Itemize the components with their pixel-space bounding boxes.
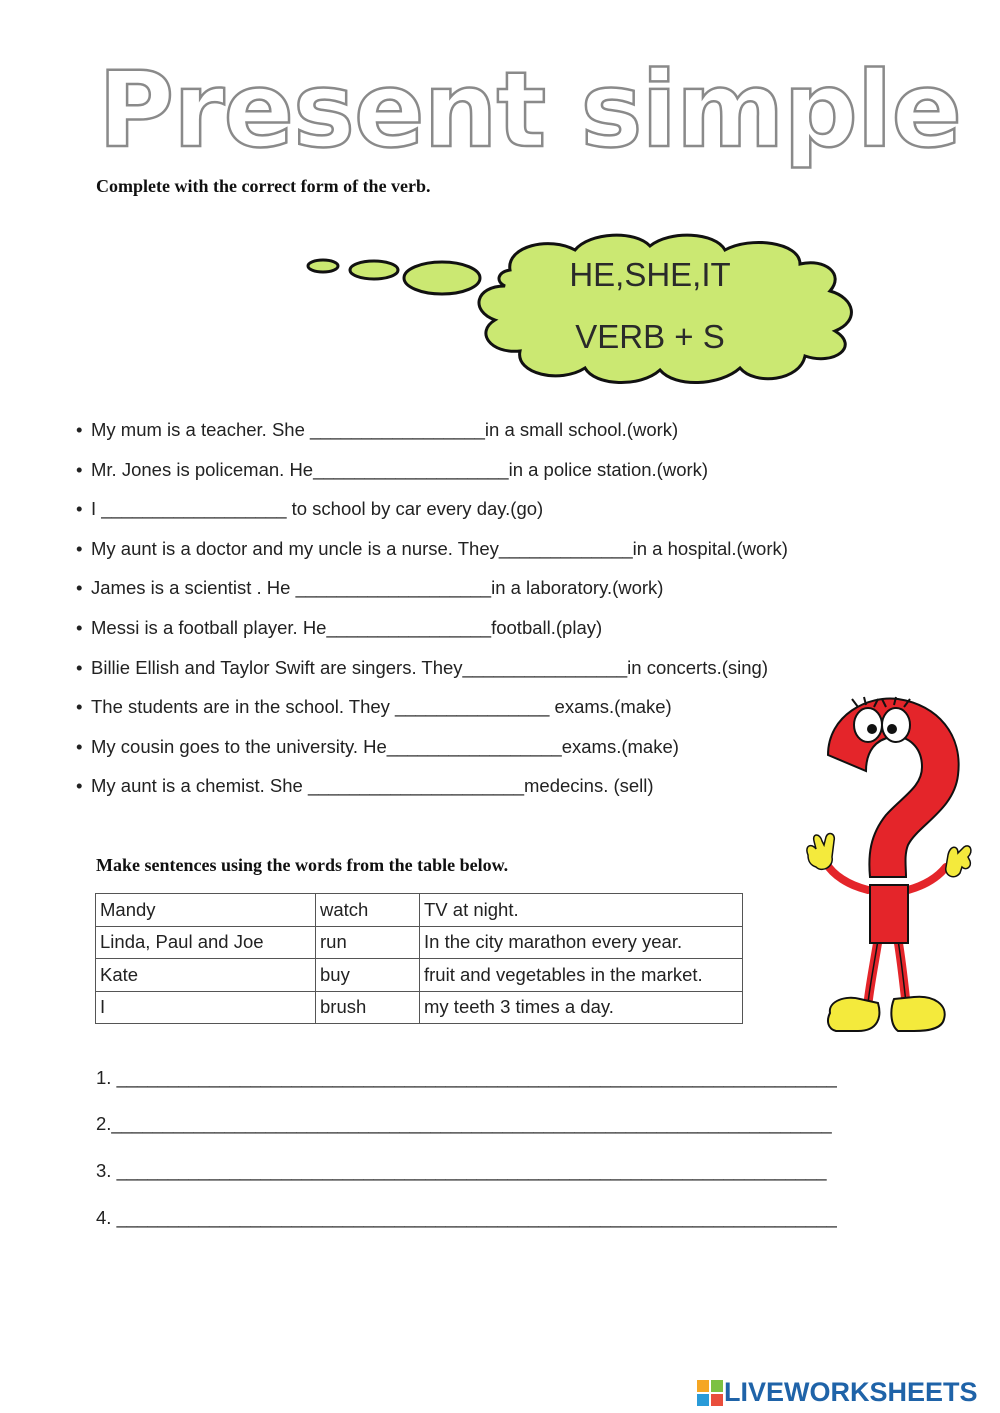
- bullet: •: [76, 775, 83, 797]
- bullet: •: [76, 656, 83, 678]
- exercise-item[interactable]: [76, 497, 788, 537]
- bullet: •: [76, 419, 83, 440]
- bullet: •: [76, 735, 83, 757]
- bullet: •: [76, 616, 83, 638]
- exercise-item[interactable]: [76, 695, 788, 735]
- question-mark-character-icon: [798, 695, 973, 1040]
- exercise-text: My cousin goes to the university. He_________________exams.(make): [91, 735, 679, 757]
- cloud-text-rule: VERB + S: [575, 318, 725, 355]
- answer-line-4[interactable]: 4. ______________________________________________________________________: [96, 1207, 837, 1228]
- table-row: [96, 991, 743, 1024]
- exercise-item[interactable]: [76, 656, 788, 696]
- answer-line-3[interactable]: 3. _____________________________________________________________________: [96, 1160, 827, 1181]
- table-cell-verb: buy: [316, 959, 420, 992]
- table-cell-complement: my teeth 3 times a day.: [420, 991, 743, 1024]
- exercise-item[interactable]: [76, 616, 788, 656]
- exercise-item[interactable]: [76, 537, 788, 577]
- words-table: [95, 893, 743, 1024]
- exercise-text: Billie Ellish and Taylor Swift are singers. They________________in concerts.(sing): [91, 656, 769, 678]
- exercise-text: Messi is a football player. He________________football.(play): [91, 616, 603, 638]
- exercise-item[interactable]: [76, 418, 788, 458]
- bullet: •: [76, 577, 83, 599]
- table-cell-complement: fruit and vegetables in the market.: [420, 959, 743, 992]
- page-title: Present simple: [98, 49, 961, 171]
- answer-line-1[interactable]: 1. ______________________________________________________________________: [96, 1067, 837, 1088]
- table-row: [96, 959, 743, 992]
- exercise-item[interactable]: [76, 774, 788, 814]
- liveworksheets-logo[interactable]: [697, 1377, 978, 1408]
- exercise-list: [76, 418, 788, 814]
- table-row: [96, 894, 743, 927]
- logo-text: LIVEWORKSHEETS: [724, 1377, 978, 1407]
- exercise-text: Mr. Jones is policeman. He___________________in a police station.(work): [91, 458, 709, 480]
- bullet: •: [76, 696, 83, 718]
- bullet: •: [76, 458, 83, 480]
- table-cell-verb: run: [316, 926, 420, 959]
- answer-line-2[interactable]: 2.______________________________________________________________________: [96, 1113, 832, 1134]
- table-cell-complement: TV at night.: [420, 894, 743, 927]
- bullet: •: [76, 498, 83, 520]
- table-cell-subject: Kate: [96, 959, 316, 992]
- table-row: [96, 926, 743, 959]
- liveworksheets-logo-icon: [697, 1380, 723, 1406]
- exercise-text: My mum is a teacher. She _________________in a small school.(work): [91, 419, 679, 440]
- instruction-make-sentences: Make sentences using the words from the table below.: [96, 855, 509, 875]
- exercise-text: My aunt is a doctor and my uncle is a nurse. They_____________in a hospital.(work): [91, 537, 788, 559]
- exercise-text: My aunt is a chemist. She _____________________medecins. (sell): [91, 775, 654, 797]
- bullet: •: [76, 537, 83, 559]
- exercise-item[interactable]: [76, 458, 788, 498]
- table-cell-verb: brush: [316, 991, 420, 1024]
- table-cell-complement: In the city marathon every year.: [420, 926, 743, 959]
- table-cell-subject: I: [96, 991, 316, 1024]
- exercise-text: James is a scientist . He ___________________in a laboratory.(work): [91, 577, 664, 599]
- exercise-text: I __________________ to school by car every day.(go): [91, 498, 544, 520]
- table-cell-subject: Linda, Paul and Joe: [96, 926, 316, 959]
- exercise-text: The students are in the school. They _______________ exams.(make): [91, 696, 672, 718]
- table-cell-subject: Mandy: [96, 894, 316, 927]
- exercise-item[interactable]: [76, 735, 788, 775]
- instruction-complete: Complete with the correct form of the verb.: [96, 176, 431, 196]
- cloud-text-subjects: HE,SHE,IT: [569, 256, 731, 293]
- exercise-item[interactable]: [76, 576, 788, 616]
- table-cell-verb: watch: [316, 894, 420, 927]
